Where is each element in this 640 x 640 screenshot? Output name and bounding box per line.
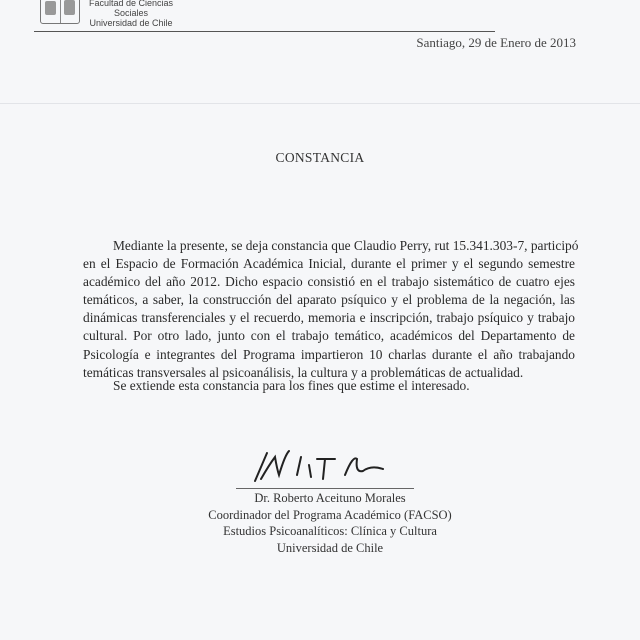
document-title: CONSTANCIA <box>275 150 365 165</box>
body-line: en el Espacio de Formación Académica Inicial, durante el primer y el segundo semestre <box>83 256 575 272</box>
header-divider <box>34 31 495 32</box>
body-line: académico del año 2012. Dicho espacio consistió en el trabajo sistemático de cuatro ejes <box>83 274 575 290</box>
signer-program: Estudios Psicoanalíticos: Clínica y Cultura <box>223 524 437 538</box>
body-line: cultural. Por otro lado, junto con el trabajo temático, académicos del Departamento de <box>83 328 575 344</box>
body-paragraph <box>83 237 579 382</box>
paper-fold <box>0 103 640 104</box>
university-name: Universidad de Chile <box>89 18 173 28</box>
document-date: Santiago, 29 de Enero de 2013 <box>416 35 576 50</box>
signer-role: Coordinador del Programa Académico (FACSO) <box>208 507 452 522</box>
body-line: temáticos, a saber, la construcción del aparato psíquico y el problema de la negación, las <box>83 292 575 308</box>
closing-statement: Se extiende esta constancia para los fines que estime el interesado. <box>113 378 470 393</box>
signer-university: Universidad de Chile <box>276 540 384 555</box>
university-logo <box>40 0 80 24</box>
body-line: Mediante la presente, se deja constancia que Claudio Perry, rut 15.341.303-7, participó <box>113 238 579 253</box>
signer-block <box>190 490 470 556</box>
signature-line <box>236 488 414 489</box>
body-line: Psicología e integrantes del Programa impartieron 10 charlas durante el año trabajando <box>83 346 575 362</box>
body-line: temáticas transversales al psicoanálisis, la cultura y a problemáticas de actualidad. <box>83 364 524 380</box>
faculty-name: Facultad de Ciencias Sociales <box>88 0 174 18</box>
institution-header <box>86 0 176 28</box>
body-line: dinámicas transferenciales y el recuerdo, memoria e inscripción, trabajo psíquico y trabajo <box>83 310 575 326</box>
handwritten-signature <box>245 445 405 490</box>
signer-name: Dr. Roberto Aceituno Morales <box>254 491 406 505</box>
